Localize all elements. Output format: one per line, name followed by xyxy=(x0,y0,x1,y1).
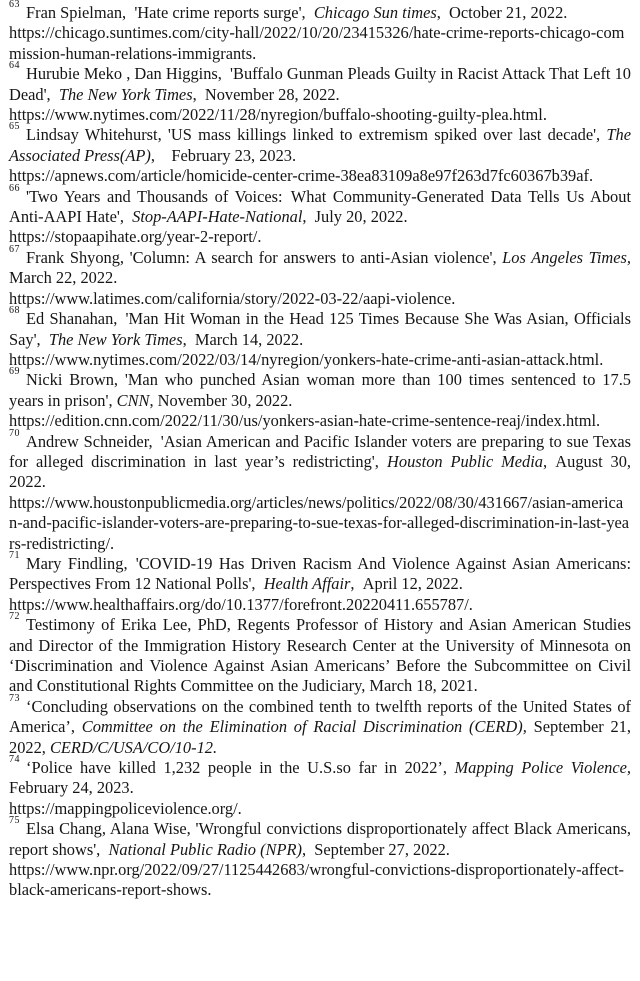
footnote-text-segment: , August 30, 2022. xyxy=(9,451,632,492)
footnote xyxy=(9,305,631,370)
footnote xyxy=(9,692,631,758)
footnote-number: 75 xyxy=(9,815,20,827)
footnote-text-segment: Mapping Police Violence, xyxy=(454,758,631,778)
footnote-text-segment: Mary Findling, 'COVID-19 Has Driven Racism And Violence Against Asian Americans: Perspectives From 12 National Polls', xyxy=(9,553,631,594)
footnote-text-segment: The New York Times xyxy=(48,329,183,349)
footnote-url: https://www.npr.org/2022/09/27/1125442683/wrongful-convictions-disproportionately-affect-black-americans-report-shows. xyxy=(9,860,625,900)
footnote-text-segment: ‘Concluding observations on the combined tenth to twelfth reports of the United States of America’, xyxy=(9,696,631,737)
footnote-text-segment: Andrew Schneider, 'Asian American and Pacific Islander voters are preparing to sue Texas for alleged discrimination in last year’s redistricting', xyxy=(9,431,631,471)
footnote-number: 67 xyxy=(9,243,20,255)
footnote-text-segment: February 24, 2023. xyxy=(9,778,134,798)
footnote-text-segment: , March 14, 2022. xyxy=(182,329,304,349)
footnote xyxy=(9,550,631,615)
footnote xyxy=(9,182,631,248)
footnote-text-segment: CERD/C/USA/CO/10-12. xyxy=(49,737,218,757)
footnote-text-segment: Lindsay Whitehurst, 'US mass killings linked to extremism spiked over last decade', xyxy=(26,125,607,145)
footnote-text-segment: Ed Shanahan, 'Man Hit Woman in the Head 125 Times Because She Was Asian, Officials Say', xyxy=(9,309,631,349)
footnote-text-segment: , February 23, 2023. xyxy=(150,145,297,165)
footnote-url: https://www.nytimes.com/2022/03/14/nyregion/yonkers-hate-crime-anti-asian-attack.html. xyxy=(9,349,604,369)
footnote-text-segment: Nicki Brown, 'Man who punched Asian woman more than 100 times sentenced to 17.5 years in prison', xyxy=(9,370,631,410)
footnote-text-segment: , November 30, 2022. xyxy=(149,390,293,410)
footnote-text-segment: CNN xyxy=(116,390,150,410)
footnote-text-segment: Los Angeles Times, xyxy=(502,247,632,267)
footnote-text-segment: Hurubie Meko , Dan Higgins, 'Buffalo Gunman Pleads Guilty in Racist Attack That Left 10 Dead', xyxy=(9,64,631,104)
footnote xyxy=(9,243,632,309)
footnote-text-segment: National Public Radio (NPR) xyxy=(108,839,302,859)
footnote xyxy=(9,754,631,819)
footnote-number: 70 xyxy=(9,427,20,439)
footnote-text-segment: Fran Spielman, 'Hate crime reports surge', xyxy=(26,3,314,22)
footnote-number: 68 xyxy=(9,305,20,317)
footnote-url: https://stopaapihate.org/year-2-report/. xyxy=(9,227,262,247)
footnote-url: https://chicago.suntimes.com/city-hall/2022/10/20/23415326/hate-crime-reports-chicago-commission-human-relations-immigrants. xyxy=(9,23,625,63)
footnotes-list xyxy=(9,0,632,901)
footnote-text-segment: , July 20, 2022. xyxy=(302,207,408,227)
footnote-number: 65 xyxy=(9,121,20,133)
footnote-text-segment: Stop-AAPI-Hate-National xyxy=(132,207,303,227)
footnote-text-segment: The New York Times xyxy=(58,84,193,104)
footnote-text-segment: Chicago Sun times xyxy=(313,3,437,22)
footnote-text-segment: Frank Shyong, 'Column: A search for answers to anti-Asian violence', xyxy=(26,247,503,267)
footnote-text-segment: Elsa Chang, Alana Wise, 'Wrongful convictions disproportionately affect Black Americans, report shows', xyxy=(9,819,631,859)
footnote-url: https://edition.cnn.com/2022/11/30/us/yonkers-asian-hate-crime-sentence-reaj/index.html. xyxy=(9,411,601,431)
footnote-number: 69 xyxy=(9,366,20,378)
footnote-text-segment: ‘Police have killed 1,232 people in the U.S.so far in 2022’, xyxy=(26,758,455,778)
footnote-text-segment: 'Two Years and Thousands of Voices: What Community-Generated Data Tells Us About Anti-AAPI Hate', xyxy=(9,186,631,227)
footnote-number: 64 xyxy=(9,60,20,72)
footnote-text-segment: , November 28, 2022. xyxy=(192,84,340,104)
footnote-number: 73 xyxy=(9,692,20,704)
footnote-text-segment: The Associated Press(AP) xyxy=(9,125,631,165)
footnote xyxy=(9,121,631,186)
footnote-text-segment: Committee on the Elimination of Racial Discrimination (CERD), xyxy=(81,717,527,737)
footnote-number: 63 xyxy=(9,0,20,11)
footnote-text-segment: Houston Public Media xyxy=(387,451,543,471)
footnote-text-segment: , September 27, 2022. xyxy=(301,839,450,859)
footnote-url: https://www.latimes.com/california/story/2022-03-22/aapi-violence. xyxy=(9,288,456,308)
footnote-url: https://www.nytimes.com/2022/11/28/nyregion/buffalo-shooting-guilty-plea.html. xyxy=(9,105,547,125)
footnote-number: 74 xyxy=(9,754,20,766)
footnote-number: 71 xyxy=(9,550,20,561)
footnote xyxy=(9,611,631,697)
footnote xyxy=(9,366,631,431)
footnote xyxy=(9,815,631,901)
footnote-text-segment: Health Affair xyxy=(263,574,351,594)
footnote-url: https://www.houstonpublicmedia.org/articles/news/politics/2022/08/30/431667/asian-american-and-pacific-islander-voters-are-preparing-to-sue-texas-for-alleged-discrimination-in-last-years-redistricting/. xyxy=(9,492,630,553)
footnote-text-segment: , April 12, 2022. xyxy=(350,574,463,594)
footnote-url: https://www.healthaffairs.org/do/10.1377/forefront.20220411.655787/. xyxy=(9,594,473,614)
footnote-number: 72 xyxy=(9,611,20,623)
footnote-number: 66 xyxy=(9,182,20,194)
footnote xyxy=(9,0,631,64)
footnote-text-segment: Testimony of Erika Lee, PhD, Regents Professor of History and Asian American Studies and Director of the Immigration History Research Center at the University of Minnesota on ‘Discrimination and Violence Against Asian Americans’ Before the Subcommittee on Civil and Constitutional Rights Committee on the Judiciary, March 18, 2021. xyxy=(9,615,631,696)
footnote-url: https://apnews.com/article/homicide-center-crime-38ea83109a8e97f263d7fc60367b39af. xyxy=(9,166,594,186)
footnote xyxy=(9,60,631,125)
footnote-text-segment: March 22, 2022. xyxy=(9,268,118,288)
footnote xyxy=(9,427,632,554)
footnote-url: https://mappingpoliceviolence.org/. xyxy=(9,798,242,818)
footnote-text-segment: , October 21, 2022. xyxy=(436,3,568,22)
footnote-text-segment: September 21, 2022, xyxy=(9,717,631,757)
